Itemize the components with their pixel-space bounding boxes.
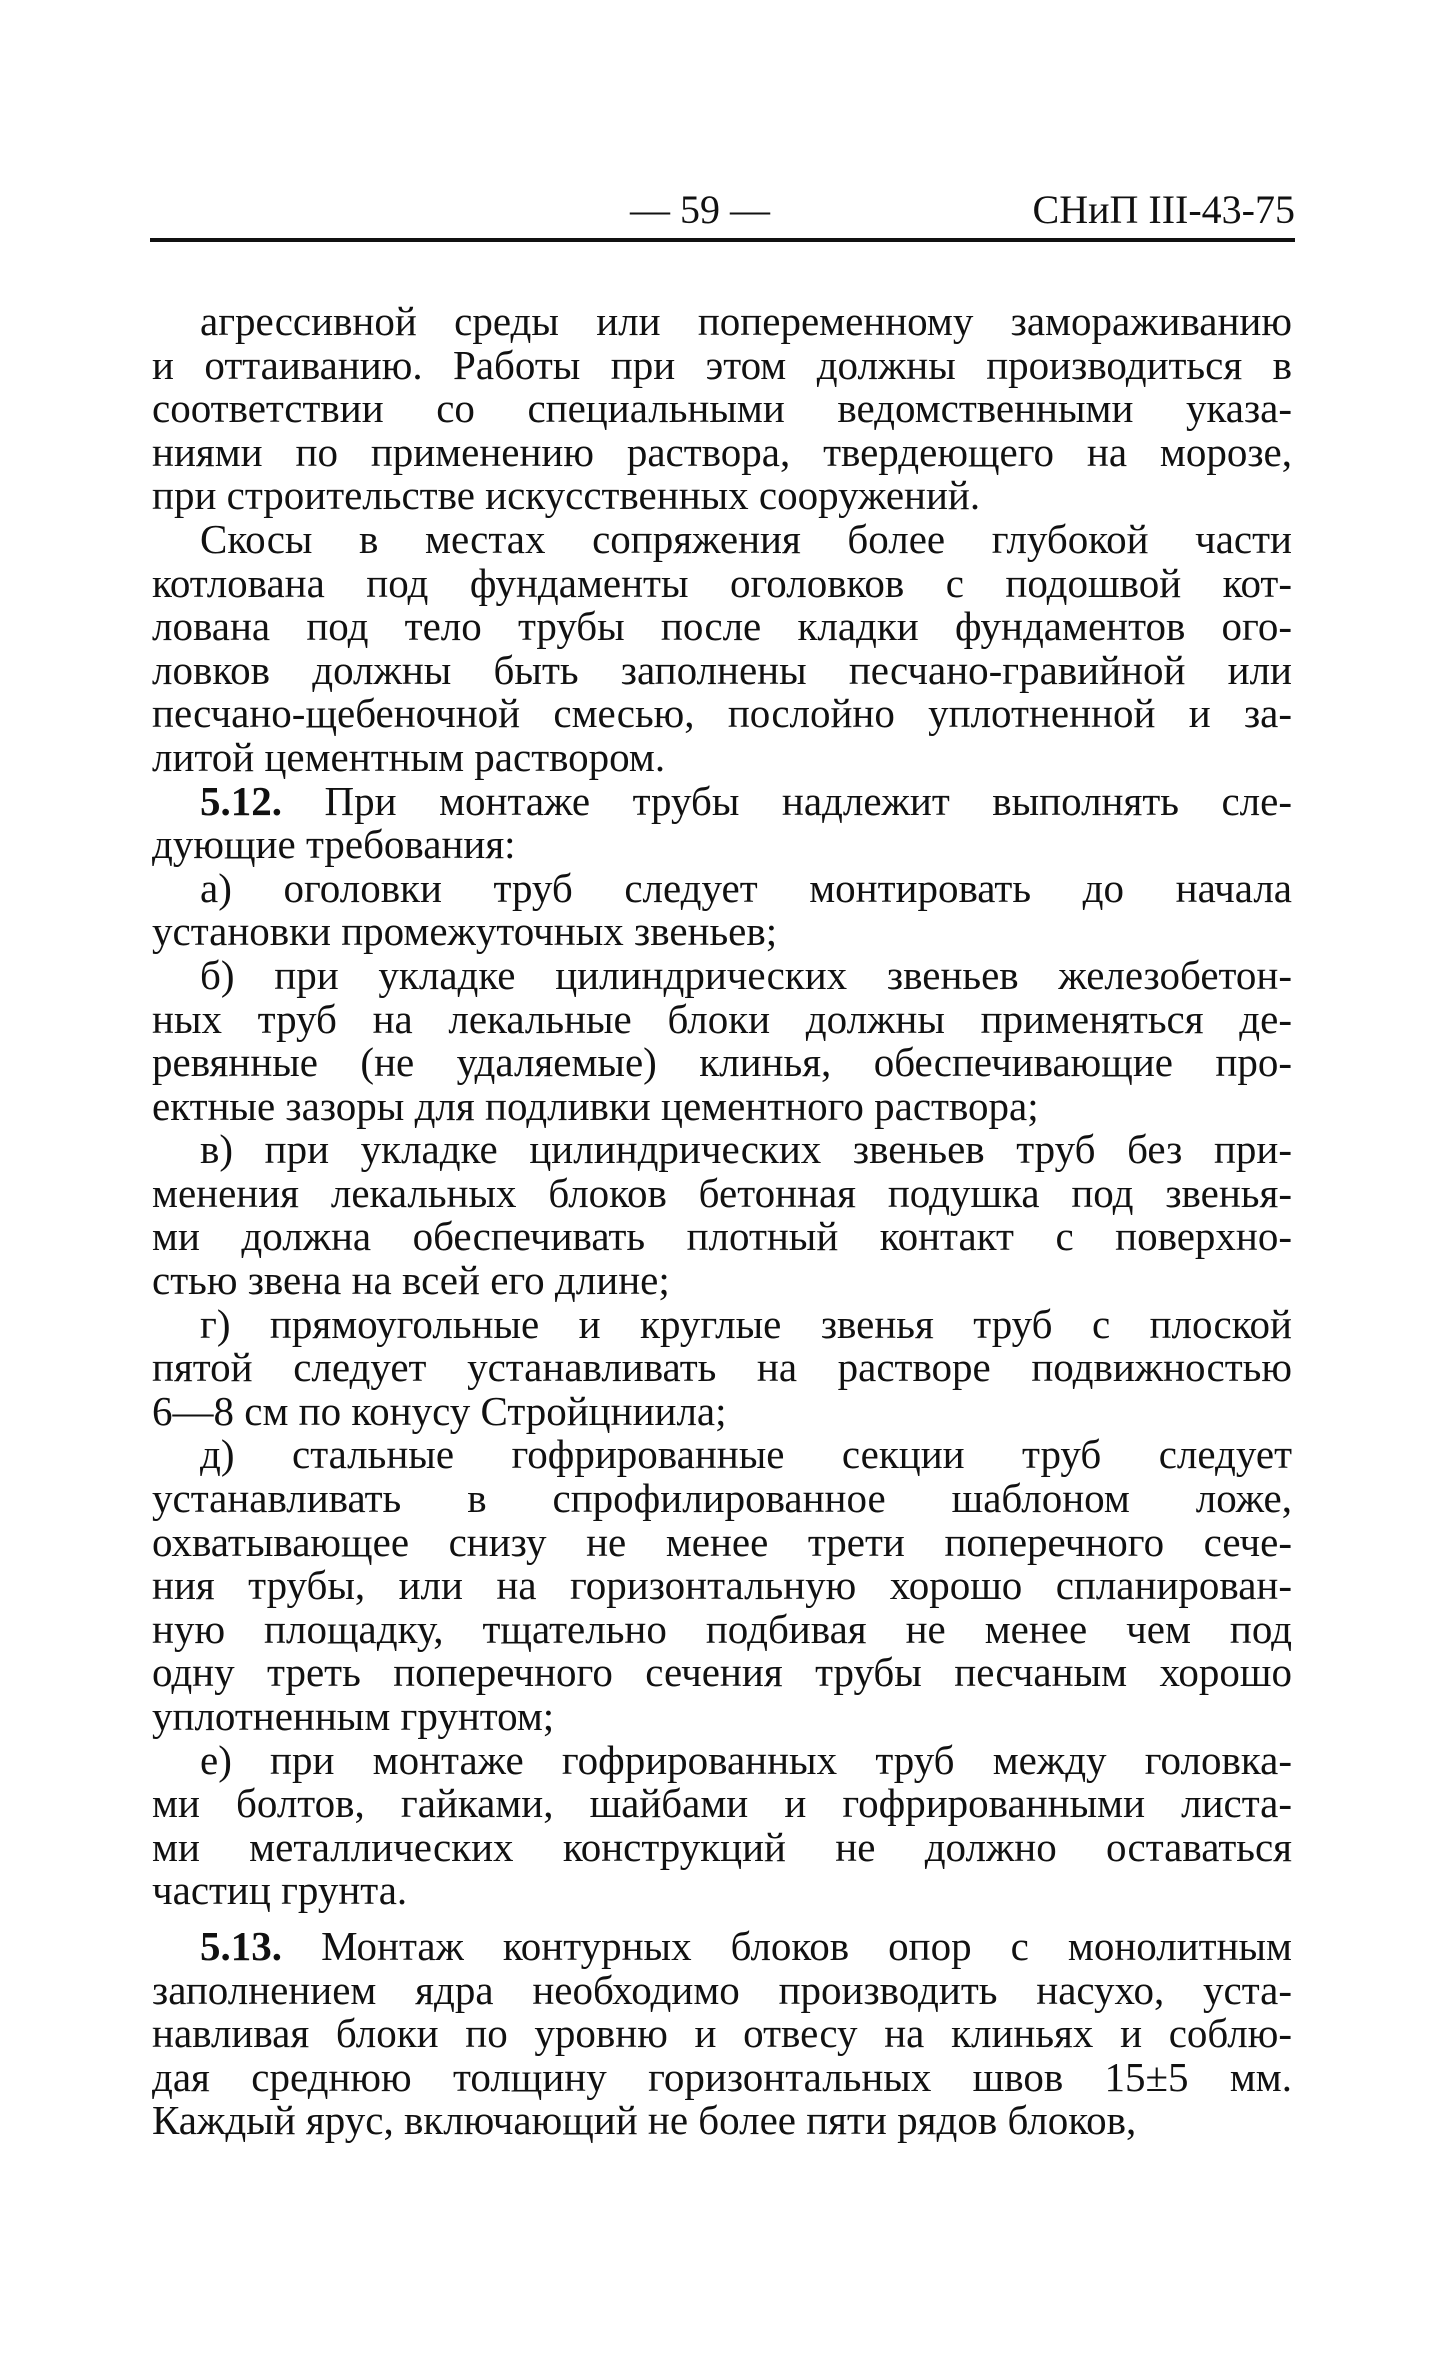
text-line: дующие требования: [152, 821, 516, 868]
document-body [152, 300, 1292, 2143]
text-line: ловков должны быть заполнены песчано-гравийной или [152, 646, 1292, 693]
paragraph [152, 1300, 1292, 1434]
text-line: навливая блоки по уровню и отвесу на клиньях и соблю- [152, 2010, 1292, 2057]
text-line: уплотненным грунтом; [152, 1693, 555, 1739]
paragraph [152, 864, 1292, 955]
clause-number: 5.12. [200, 777, 282, 824]
page-header [150, 188, 1295, 238]
text-line: котлована под фундаменты оголовков с подошвой кот- [152, 559, 1292, 606]
text-line: а) оголовки труб следует монтировать до начала [200, 864, 1292, 911]
text-line: лована под тело трубы после кладки фундаментов ого- [152, 603, 1292, 650]
text-line: ную площадку, тщательно подбивая не менее чем под [152, 1605, 1292, 1652]
text-line: ных труб на лекальные блоки должны применяться де- [152, 995, 1292, 1042]
paragraph [152, 1736, 1292, 1914]
text-line: Каждый ярус, включающий не более пяти рядов блоков, [152, 2097, 1137, 2144]
paragraph [152, 300, 1292, 518]
clause-number: 5.13. [200, 1922, 282, 1969]
text-line: песчано-щебеночной смесью, послойно уплотненной и за- [152, 690, 1292, 737]
paragraph [152, 1433, 1292, 1738]
text-line: соответствии со специальными ведомственными указа- [152, 385, 1292, 432]
text-line [152, 1922, 1293, 1969]
paragraph [152, 1128, 1292, 1302]
paragraph [152, 515, 1292, 780]
text-line: и оттаиванию. Работы при этом должны производиться в [152, 341, 1292, 388]
text-line: д) стальные гофрированные секции труб следует [200, 1431, 1292, 1478]
text-line: в) при укладке цилиндрических звеньев труб без при- [200, 1126, 1292, 1173]
text-line: е) при монтаже гофрированных труб между головка- [200, 1736, 1292, 1783]
text-line: литой цементным раствором. [152, 733, 666, 780]
paragraph [152, 1922, 1293, 2144]
text-line: при строительстве искусственных сооружений. [152, 472, 981, 519]
text-line: б) при укладке цилиндрических звеньев железобетон- [200, 951, 1292, 998]
text-line: ми металлических конструкций не должно оставаться [152, 1823, 1292, 1870]
text-line: частиц грунта. [152, 1867, 408, 1914]
text-line: охватывающее снизу не менее трети поперечного сече- [152, 1518, 1292, 1565]
text-line: агрессивной среды или попеременному замораживанию [200, 298, 1292, 344]
text-line: менения лекальных блоков бетонная подушка под звенья- [152, 1169, 1292, 1216]
text-line: дая среднюю толщину горизонтальных швов 15±5 мм. [152, 2053, 1292, 2100]
text-line: устанавливать в спрофилированное шаблоном ложе, [152, 1475, 1292, 1522]
header-rule [150, 238, 1295, 242]
text-line: ниями по применению раствора, твердеющего на морозе, [152, 428, 1292, 475]
line-text: При монтаже трубы надлежит выполнять сле- [324, 777, 1292, 824]
text-line: заполнением ядра необходимо производить насухо, уста- [152, 1966, 1292, 2013]
text-line: 6—8 см по конусу Стройцниила; [152, 1387, 727, 1434]
paragraph [152, 777, 1292, 868]
text-line: пятой следует устанавливать на растворе подвижностью [152, 1344, 1292, 1391]
text-line: ревянные (не удаляемые) клинья, обеспечивающие про- [152, 1039, 1292, 1086]
paragraph [152, 951, 1292, 1129]
text-line: ми болтов, гайками, шайбами и гофрированными листа- [152, 1780, 1292, 1827]
text-line [152, 777, 1292, 824]
text-line: одну треть поперечного сечения трубы песчаным хорошо [152, 1649, 1292, 1696]
text-line: ектные зазоры для подливки цементного раствора; [152, 1082, 1039, 1129]
text-line: установки промежуточных звеньев; [152, 908, 778, 955]
document-code: СНиП III-43-75 [1032, 187, 1295, 232]
page-number: — 59 — [630, 187, 770, 232]
text-line: г) прямоугольные и круглые звенья труб с плоской [200, 1300, 1292, 1347]
text-line: стью звена на всей его длине; [152, 1257, 670, 1304]
text-line: ния трубы, или на горизонтальную хорошо спланирован- [152, 1562, 1292, 1609]
text-line: ми должна обеспечивать плотный контакт с поверхно- [152, 1213, 1292, 1260]
line-text: Монтаж контурных блоков опор с монолитным [321, 1922, 1293, 1969]
text-line: Скосы в местах сопряжения более глубокой части [200, 515, 1292, 562]
